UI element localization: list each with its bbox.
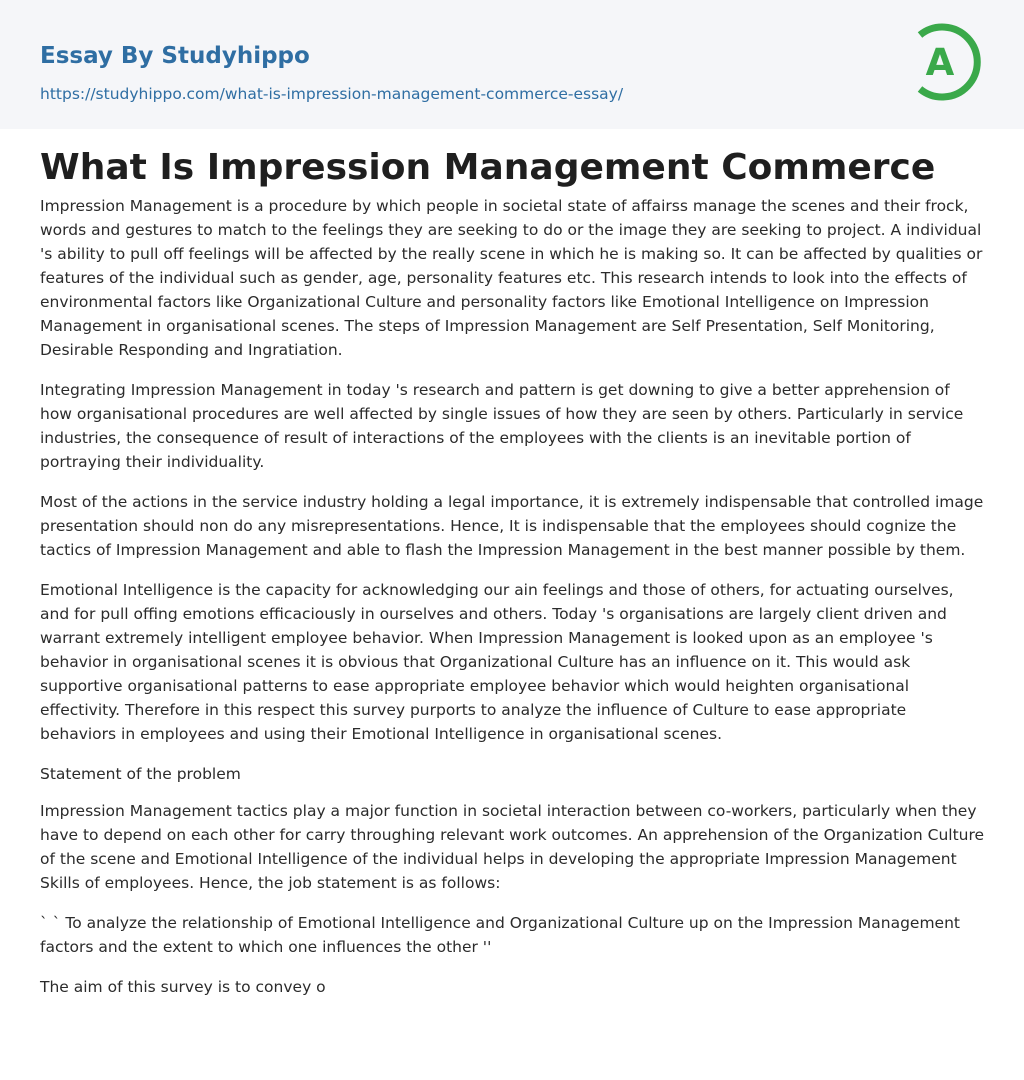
section-heading: Statement of the problem — [40, 765, 241, 783]
essay-paragraph: Impression Management is a procedure by which people in societal state of affairss manage the scenes and their frock, words and gestures to match to the feelings they are seeking to do or the image they are seeking to project. A individual 's ability to pull off feelings will be affected by the really scene in which he is making so. It can be affected by qualities or features of the individual such as gender, age, personality features etc. This research intends to look into the effects of environmental factors like Organizational Culture and personality factors like Emotional Intelligence on Impression Management in organisational scenes. The steps of Impression Management are Self Presentation, Self Monitoring, Desirable Responding and Ingratiation. — [40, 197, 983, 359]
logo-letter: A — [925, 41, 955, 84]
essay-url-link[interactable]: https://studyhippo.com/what-is-impression-management-commerce-essay/ — [40, 85, 624, 103]
site-brand[interactable]: Essay By Studyhippo — [40, 43, 310, 69]
essay-paragraph: Integrating Impression Management in today 's research and pattern is get downing to give a better apprehension of how organisational procedures are well affected by single issues of how they are seen by others. Particularly in service industries, the consequence of result of interactions of the employees with the clients is an inevitable portion of portraying their individuality. — [40, 381, 964, 471]
essay-paragraph: Emotional Intelligence is the capacity for acknowledging our ain feelings and those of others, for actuating ourselves, and for pull offing emotions efficaciously in ourselves and others. Today 's organisations are largely client driven and warrant extremely intelligent employee behavior. When Impression Management is looked upon as an employee 's behavior in organisational scenes it is obvious that Organizational Culture has an influence on it. This would ask supportive organisational patterns to ease appropriate employee behavior which would heighten organisational effectivity. Therefore in this respect this survey purports to analyze the influence of Culture to ease appropriate behaviors in employees and using their Emotional Intelligence in organisational scenes. — [40, 581, 954, 743]
essay-body — [40, 194, 985, 1015]
essay-paragraph: Impression Management tactics play a major function in societal interaction between co-workers, particularly when they have to depend on each other for carry throughing relevant work outcomes. An apprehension of the Organization Culture of the scene and Emotional Intelligence of the individual helps in developing the appropriate Impression Management Skills of employees. Hence, the job statement is as follows: — [40, 802, 985, 892]
studyhippo-logo-icon[interactable] — [912, 18, 988, 106]
essay-paragraph: ` ` To analyze the relationship of Emotional Intelligence and Organizational Culture up on the Impression Management factors and the extent to which one influences the other '' — [40, 914, 960, 956]
essay-paragraph: The aim of this survey is to convey o — [40, 978, 326, 996]
essay-paragraph: Most of the actions in the service industry holding a legal importance, it is extremely indispensable that controlled image presentation should non do any misrepresentations. Hence, It is indispensable that the employees should cognize the tactics of Impression Management and able to flash the Impression Management in the best manner possible by them. — [40, 493, 984, 559]
page-title: What Is Impression Management Commerce — [40, 147, 936, 188]
site-header — [0, 0, 1024, 129]
